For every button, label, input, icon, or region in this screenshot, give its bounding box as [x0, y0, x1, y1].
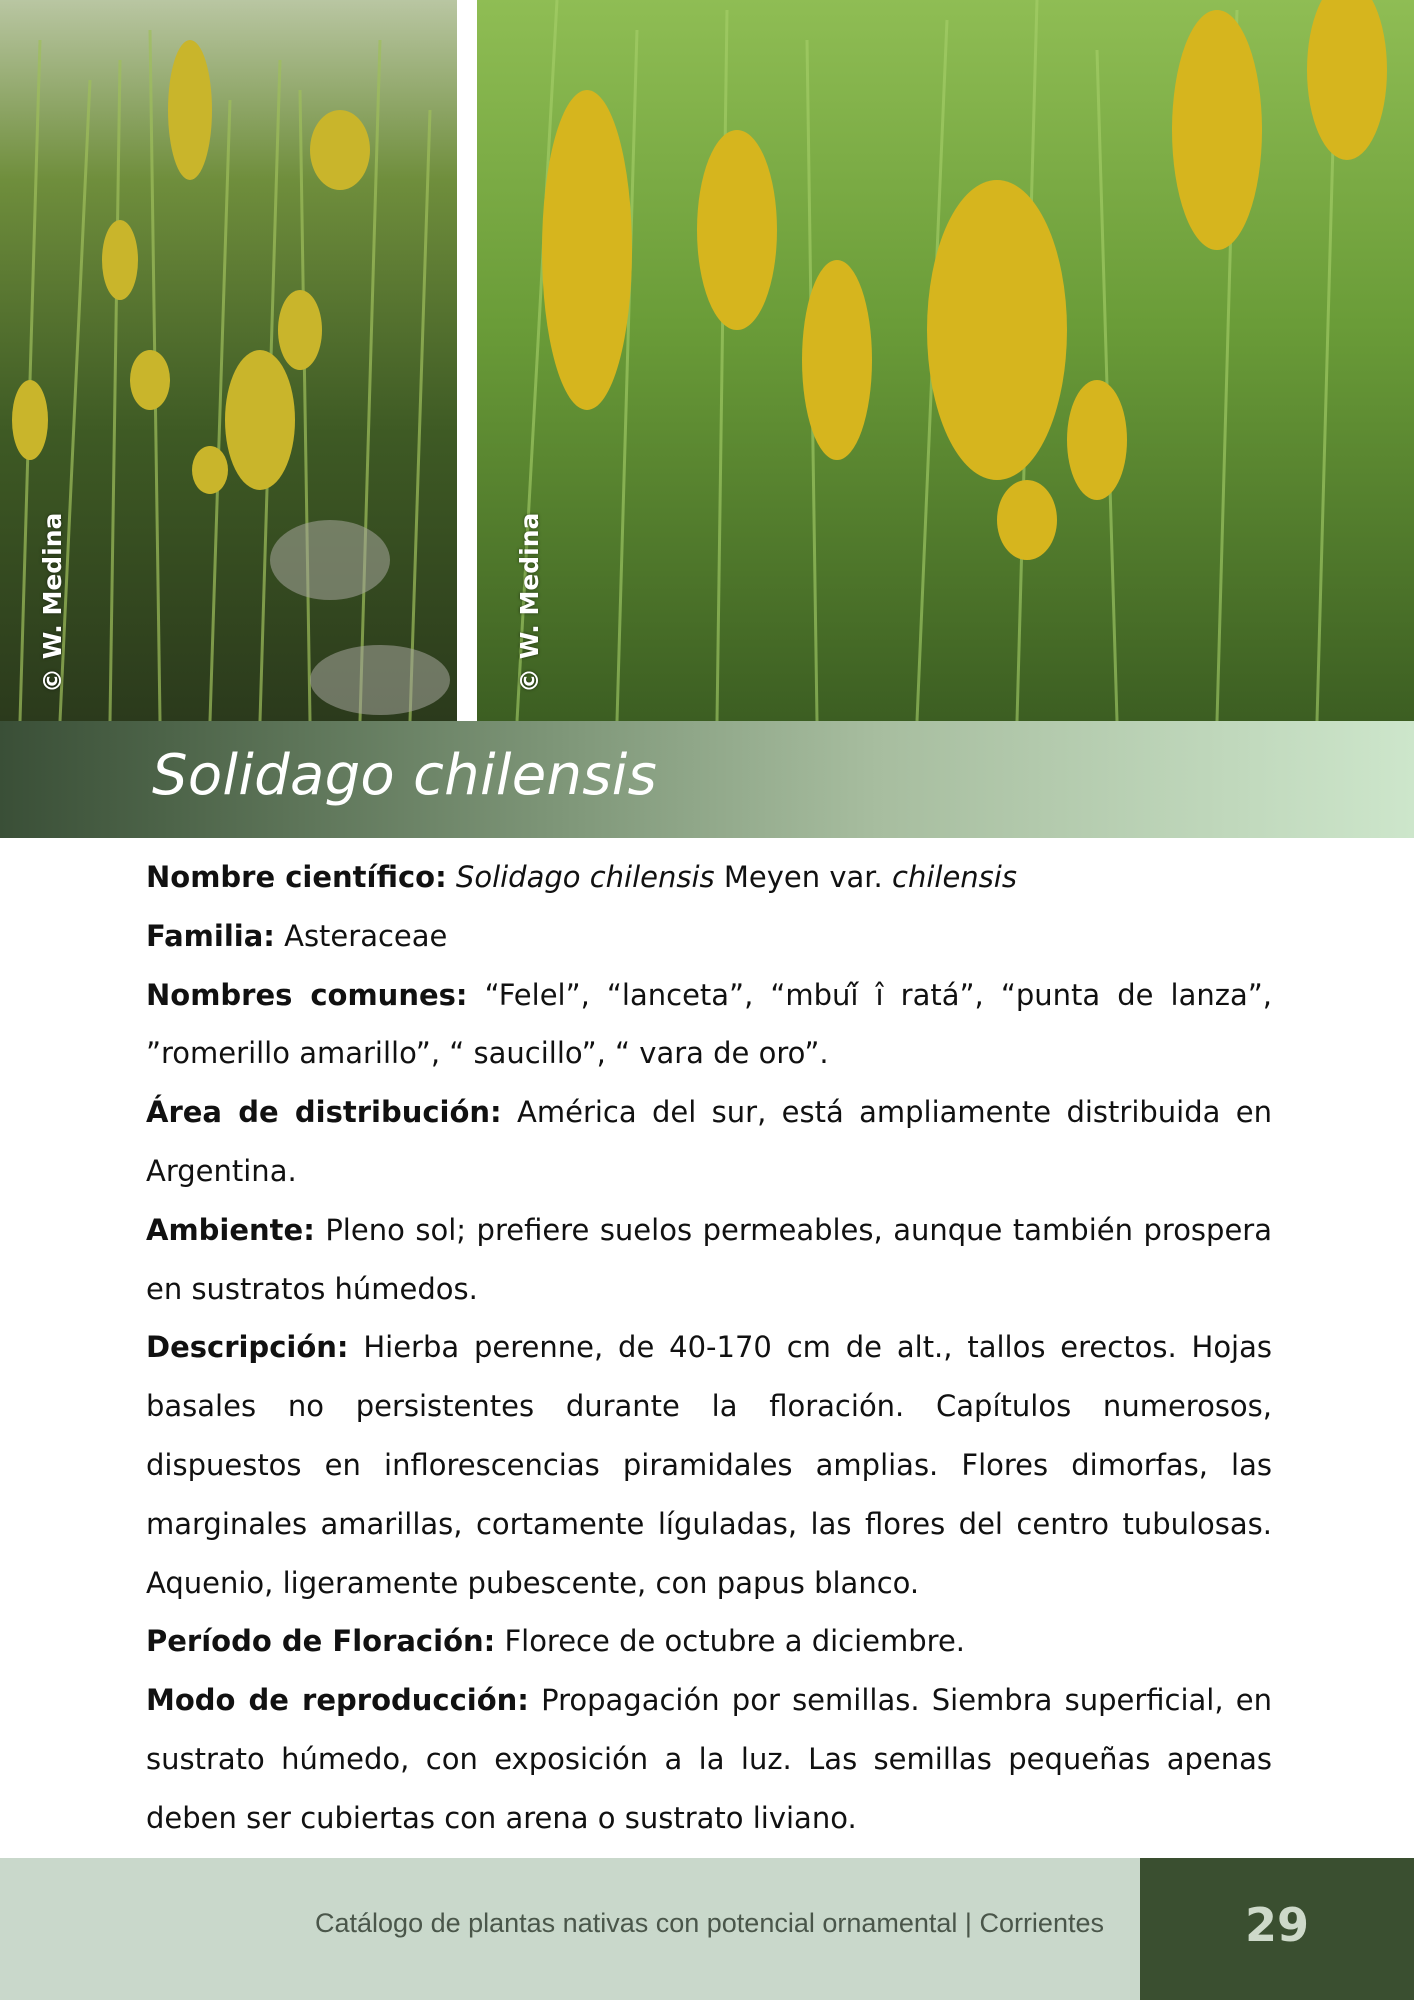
flowering-label: Período de Floración:: [146, 1624, 496, 1659]
description-value: Hierba perenne, de 40-170 cm de alt., tallos erectos. Hojas basales no persistentes durante la floración. Capítulos numerosos, dispuestos en inflorescencias piramidales amplias. Flores dimorfas, las marginales amarillas, cortamente líguladas, las flores del centro tubulosas. Aquenio, ligeramente pubescente, con papus blanco.: [146, 1330, 1272, 1600]
common-names-row: [146, 966, 1272, 1084]
environment-label: Ambiente:: [146, 1212, 315, 1247]
description-row: [146, 1318, 1272, 1612]
photo-credit-right: © W. Medina: [515, 512, 544, 693]
reproduction-label: Modo de reproducción:: [146, 1683, 529, 1718]
distribution-label: Área de distribución:: [146, 1095, 502, 1130]
distribution-value: América del sur, está ampliamente distribuida en Argentina.: [146, 1095, 1272, 1188]
environment-row: [146, 1201, 1272, 1319]
flowering-row: [146, 1612, 1272, 1671]
page-number-box: [1140, 1858, 1414, 2000]
scientific-name-label: Nombre científico:: [146, 860, 447, 894]
footer-catalog-title: Catálogo de plantas nativas con potencial ornamental | Corrientes: [315, 1908, 1104, 1938]
species-details: [146, 848, 1272, 1848]
family-value: Asteraceae: [274, 918, 448, 953]
flowering-value: Florece de octubre a diciembre.: [495, 1624, 966, 1659]
photo-credit-left: © W. Medina: [38, 512, 67, 693]
reproduction-row: [146, 1671, 1272, 1847]
environment-value: Pleno sol; prefiere suelos permeables, aunque también prospera en sustratos húmedos.: [146, 1212, 1272, 1306]
plant-photo-right: [477, 0, 1414, 721]
photo-divider: [457, 0, 477, 721]
scientific-name-species: Solidago chilensis: [455, 860, 715, 894]
description-label: Descripción:: [146, 1330, 349, 1365]
plant-photo-left: [0, 0, 457, 721]
page-number: 29: [1244, 1898, 1309, 1952]
distribution-row: [146, 1083, 1272, 1201]
family-row: [146, 907, 1272, 966]
photo-left-image: [0, 0, 457, 721]
common-names-value: “Felel”, “lanceta”, “mbuí̂ î ratá”, “punta de lanza”, ”romerillo amarillo”, “ saucillo”, “ vara de oro”.: [146, 977, 1272, 1071]
photo-right-image: [477, 0, 1414, 721]
scientific-name-variety: chilensis: [892, 860, 1017, 894]
common-names-label: Nombres comunes:: [146, 977, 468, 1012]
page-footer: [0, 1858, 1414, 2000]
scientific-name-row: [146, 848, 1272, 907]
reproduction-value: Propagación por semillas. Siembra superficial, en sustrato húmedo, con exposición a la luz. Las semillas pequeñas apenas deben ser cubiertas con arena o sustrato liviano.: [146, 1683, 1272, 1835]
title-band: [0, 721, 1414, 838]
scientific-name-author: Meyen var.: [714, 860, 892, 894]
family-label: Familia:: [146, 918, 275, 953]
species-title: Solidago chilensis: [152, 743, 658, 808]
